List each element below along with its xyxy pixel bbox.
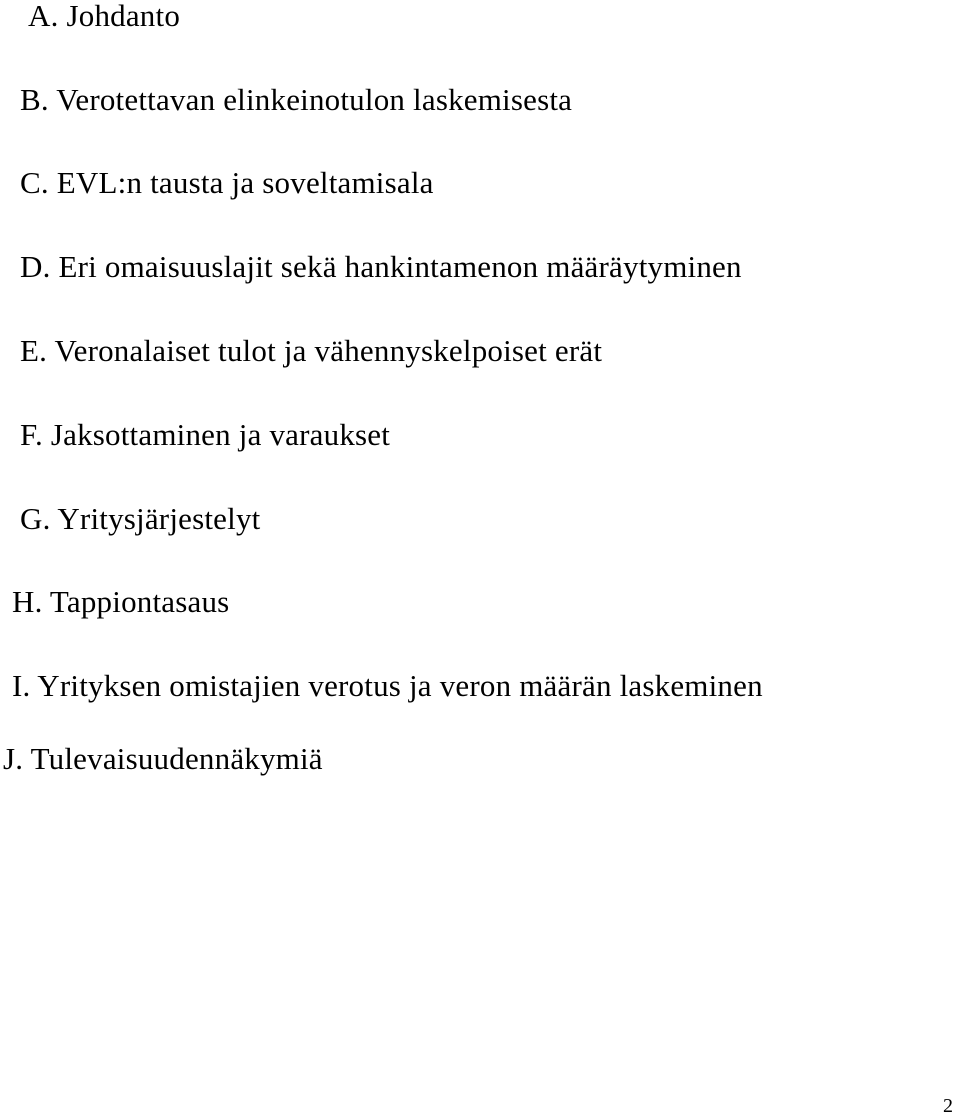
toc-item-f: F. Jaksottaminen ja varaukset <box>20 417 391 452</box>
toc-item-c: C. EVL:n tausta ja soveltamisala <box>20 165 434 200</box>
toc-item-g: G. Yritysjärjestelyt <box>20 501 261 536</box>
toc-item-e: E. Veronalaiset tulot ja vähennyskelpoiset erät <box>20 333 603 368</box>
toc-item-j: J. Tulevaisuudennäkymiä <box>3 741 323 776</box>
toc-item-d: D. Eri omaisuuslajit sekä hankintamenon määräytyminen <box>20 249 742 284</box>
page-number: 2 <box>943 1095 953 1117</box>
toc-item-a: A. Johdanto <box>28 0 181 33</box>
toc-item-i: I. Yrityksen omistajien verotus ja veron määrän laskeminen <box>12 668 763 703</box>
toc-item-b: B. Verotettavan elinkeinotulon laskemisesta <box>20 82 573 117</box>
toc-item-h: H. Tappiontasaus <box>12 584 230 619</box>
